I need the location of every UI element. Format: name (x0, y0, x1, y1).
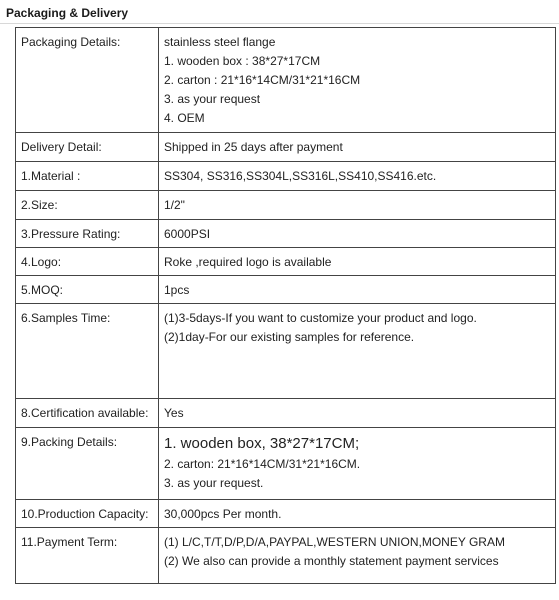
table-row (16, 133, 556, 162)
value-line: (1)3-5days-If you want to customize your product and logo. (164, 311, 477, 325)
row-key: Delivery Detail: (16, 133, 159, 162)
table-row (16, 220, 556, 248)
value-line: 1. wooden box : 38*27*17CM (164, 54, 321, 68)
value-line: 1/2" (164, 198, 185, 212)
table-row (16, 162, 556, 191)
value-line: Roke ,required logo is available (164, 255, 332, 269)
row-key: 9.Packing Details: (16, 428, 159, 500)
row-value (159, 304, 556, 399)
row-key: 4.Logo: (16, 248, 159, 276)
value-line: stainless steel flange (164, 35, 276, 49)
value-line: 2. carton : 21*16*14CM/31*21*16CM (164, 73, 361, 87)
row-key: 1.Material : (16, 162, 159, 191)
row-key: 3.Pressure Rating: (16, 220, 159, 248)
spec-table (15, 27, 556, 584)
table-row (16, 248, 556, 276)
row-value (159, 276, 556, 304)
row-value (159, 162, 556, 191)
value-line: (1) L/C,T/T,D/P,D/A,PAYPAL,WESTERN UNION,MONEY GRAM (164, 535, 505, 549)
row-value (159, 191, 556, 220)
row-key: 5.MOQ: (16, 276, 159, 304)
table-row (16, 500, 556, 528)
value-line: 3. as your request (164, 92, 261, 106)
value-line: 3. as your request. (164, 476, 264, 490)
row-value (159, 399, 556, 428)
row-key: Packaging Details: (16, 28, 159, 133)
row-value (159, 528, 556, 584)
value-line: SS304, SS316,SS304L,SS316L,SS410,SS416.etc. (164, 169, 437, 183)
value-line: 1. wooden box, 38*27*17CM; (164, 435, 360, 452)
table-row (16, 428, 556, 500)
table-row (16, 191, 556, 220)
section-heading: Packaging & Delivery (6, 6, 129, 20)
value-line: 2. carton: 21*16*14CM/31*21*16CM. (164, 457, 361, 471)
value-line: 6000PSI (164, 227, 211, 241)
table-row (16, 528, 556, 584)
value-line: Shipped in 25 days after payment (164, 140, 343, 154)
row-value (159, 133, 556, 162)
row-key: 11.Payment Term: (16, 528, 159, 584)
table-row (16, 399, 556, 428)
value-line: 4. OEM (164, 111, 205, 125)
row-key: 10.Production Capacity: (16, 500, 159, 528)
value-line: (2) We also can provide a monthly statement payment services (164, 554, 499, 568)
row-key: 2.Size: (16, 191, 159, 220)
row-value (159, 220, 556, 248)
table-row (16, 304, 556, 399)
row-value (159, 500, 556, 528)
value-line: 1pcs (164, 283, 190, 297)
value-line: 30,000pcs Per month. (164, 507, 282, 521)
row-value (159, 428, 556, 500)
heading-divider (0, 23, 559, 24)
row-key: 8.Certification available: (16, 399, 159, 428)
row-value (159, 28, 556, 133)
table-row (16, 276, 556, 304)
table-row (16, 28, 556, 133)
value-line: Yes (164, 406, 184, 420)
row-value (159, 248, 556, 276)
row-key: 6.Samples Time: (16, 304, 159, 399)
value-line: (2)1day-For our existing samples for reference. (164, 330, 415, 344)
